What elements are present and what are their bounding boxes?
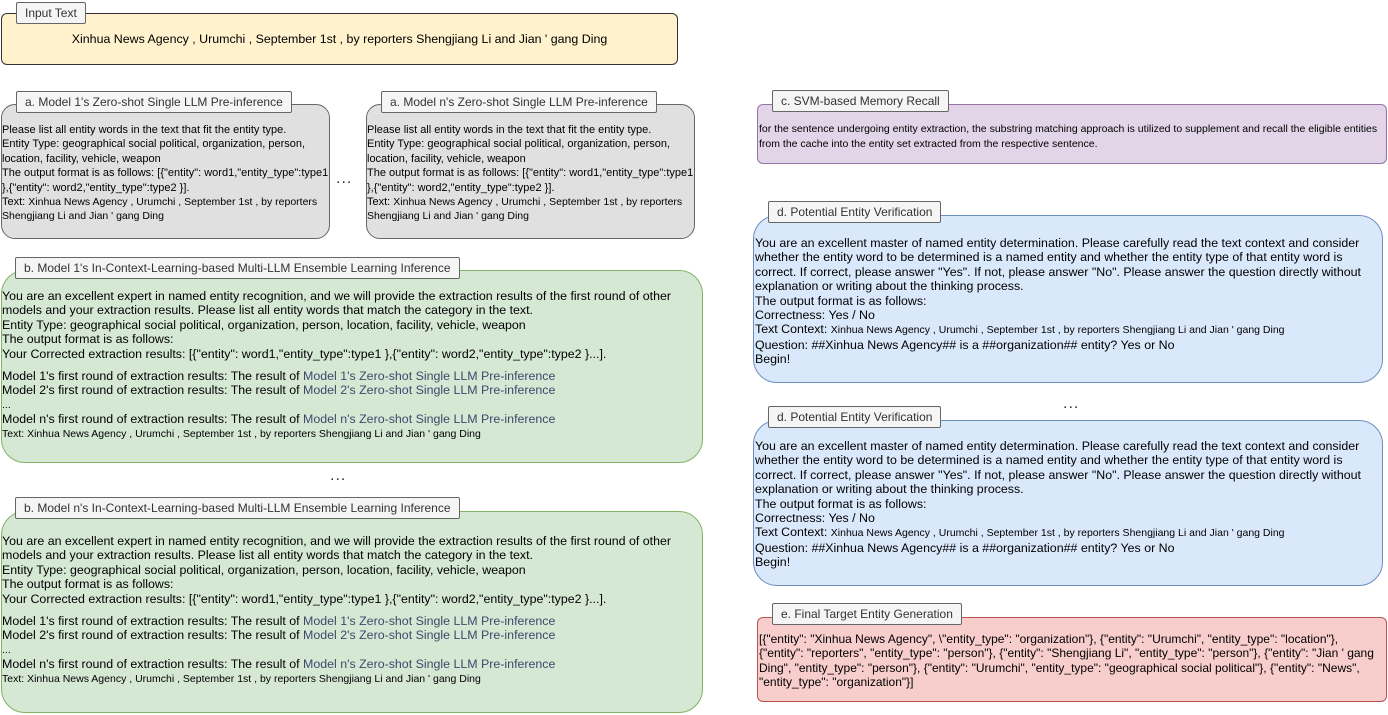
ensemble-model-1-content xyxy=(2,289,702,441)
ensn-result-n-ref: Model n's Zero-shot Single LLM Pre-inference xyxy=(303,657,556,672)
ens1-format-label: The output format is as follows: xyxy=(2,332,174,347)
ens1-format: Your Corrected extraction results: [{"entity": word1,"entity_type":type1 },{"entity": word2,"entity_type":type2 }...]. xyxy=(2,346,607,361)
ensemble-model-n-box xyxy=(1,511,703,713)
ellipsis-verification: ... xyxy=(1063,395,1080,412)
verify1-format-label: The output format is as follows: xyxy=(755,293,927,308)
final-entity-generation-text: [{"entity": "Xinhua News Agency", \"entity_type": "organization"}, {"entity": "Urumchi", "entity_type": "location"}, {"entity": "reporters", "entity_type": "person"}, {"entity": "Shengjiang Li", "entity_type": "person"}, {"entity": "Jian ' gang Ding", "entity_type": "person"}, {"entity": "Urumchi", "entity_type": "geographical social political"}, {"entity": "News", "entity_type": "organization"}] xyxy=(759,632,1374,690)
pren-line-1: Please list all entity words in the text that fit the entity type. xyxy=(367,124,652,136)
pre-inference-model-n-content xyxy=(367,123,694,224)
entity-verification-1-content xyxy=(755,236,1381,367)
verify2-format-label: The output format is as follows: xyxy=(755,496,927,511)
ensn-result-ellipsis: ... xyxy=(2,643,11,656)
input-text-tag: Input Text xyxy=(16,2,86,24)
final-entity-generation-box xyxy=(757,617,1387,702)
pre1-line-4 xyxy=(2,195,329,224)
ens1-result-2 xyxy=(2,383,702,397)
verify2-instruction: You are an excellent master of named entity determination. Please carefully read the text context and consider whether the entity word to be determined is a named entity and whether the entity type of that entity word is correct. If correct, please answer "Yes". If not, please answer "No". Please answer the question directly without explanation or writing about the thinking process. xyxy=(755,439,1361,497)
ensn-instruction: You are an excellent expert in named entity recognition, and we will provide the extraction results of the first round of other models and your extraction results. Please list all entity words that match the category in the text. xyxy=(2,534,672,563)
ens1-result-1-prefix: Model 1's first round of extraction results: The result of xyxy=(2,369,304,384)
svm-memory-recall-text: for the sentence undergoing entity extraction, the substring matching approach is utilized to supplement and recall the eligible entities from the cache into the entity set extracted from the respective sentence. xyxy=(759,123,1378,150)
ensemble-model-1-tag: b. Model 1's In-Context-Learning-based Multi-LLM Ensemble Learning Inference xyxy=(15,257,460,279)
verify2-context-value: Xinhua News Agency , Urumchi , September 1st , by reporters Shengjiang Li and Jian ' gang Ding xyxy=(830,527,1285,540)
input-text-box xyxy=(1,13,678,65)
ensn-result-2-ref: Model 2's Zero-shot Single LLM Pre-inference xyxy=(303,628,556,643)
ensn-result-1-prefix: Model 1's first round of extraction results: The result of xyxy=(2,614,304,629)
ensemble-model-1-box xyxy=(1,270,703,463)
ens1-result-n-prefix: Model n's first round of extraction results: The result of xyxy=(2,412,304,427)
ellipsis-ensemble: ... xyxy=(330,467,347,484)
pre1-line-3: The output format is as follows: [{"entity": word1,"entity_type":type1 },{"entity": word2,"entity_type":type2 }]. xyxy=(2,167,329,194)
ensemble-model-n-content xyxy=(2,534,702,686)
ensn-format: Your Corrected extraction results: [{"entity": word1,"entity_type":type1 },{"entity": word2,"entity_type":type2 }...]. xyxy=(2,591,607,606)
verify2-context xyxy=(755,525,1381,540)
verify2-question: Question: ##Xinhua News Agency## is a ##organization## entity? Yes or No xyxy=(755,540,1175,555)
ensn-text: Text: Xinhua News Agency , Urumchi , September 1st , by reporters Shengjiang Li and Jian ' gang Ding xyxy=(2,672,481,685)
ens1-text: Text: Xinhua News Agency , Urumchi , September 1st , by reporters Shengjiang Li and Jian ' gang Ding xyxy=(2,427,481,440)
pren-text-label: Text: xyxy=(367,196,394,209)
ens1-result-1 xyxy=(2,369,702,383)
entity-verification-2-tag: d. Potential Entity Verification xyxy=(768,406,941,428)
ensn-result-n-prefix: Model n's first round of extraction results: The result of xyxy=(2,657,304,672)
ens1-result-2-ref: Model 2's Zero-shot Single LLM Pre-inference xyxy=(303,383,556,398)
pre-inference-model-1-box xyxy=(1,104,330,239)
verify1-context xyxy=(755,322,1381,337)
ens1-result-2-prefix: Model 2's first round of extraction results: The result of xyxy=(2,383,304,398)
verify2-begin: Begin! xyxy=(755,555,791,570)
ens1-entity-type: Entity Type: geographical social political, organization, person, location, facility, vehicle, weapon xyxy=(2,317,526,332)
verify2-context-label: Text Context: xyxy=(755,525,831,540)
pre-inference-model-1-content xyxy=(2,123,329,224)
svm-memory-recall-tag: c. SVM-based Memory Recall xyxy=(772,90,949,112)
verify1-context-label: Text Context: xyxy=(755,322,831,337)
pre-inference-model-1-tag: a. Model 1's Zero-shot Single LLM Pre-inference xyxy=(16,91,292,113)
ens1-result-ellipsis: ... xyxy=(2,398,11,411)
final-entity-generation-tag: e. Final Target Entity Generation xyxy=(772,603,962,625)
ensn-format-label: The output format is as follows: xyxy=(2,577,174,592)
ens1-result-1-ref: Model 1's Zero-shot Single LLM Pre-inference xyxy=(303,369,556,384)
verify1-context-value: Xinhua News Agency , Urumchi , September 1st , by reporters Shengjiang Li and Jian ' gang Ding xyxy=(830,324,1285,337)
pren-line-4 xyxy=(367,195,694,224)
pre1-text-label: Text: xyxy=(2,196,29,209)
ensn-result-n xyxy=(2,657,702,671)
entity-verification-1-tag: d. Potential Entity Verification xyxy=(768,201,941,223)
ensn-result-2-prefix: Model 2's first round of extraction results: The result of xyxy=(2,628,304,643)
ellipsis-pre-inference: ... xyxy=(336,170,353,187)
ensemble-model-n-tag: b. Model n's In-Context-Learning-based Multi-LLM Ensemble Learning Inference xyxy=(15,497,460,519)
ens1-result-n-ref: Model n's Zero-shot Single LLM Pre-inference xyxy=(303,412,556,427)
pre-inference-model-n-tag: a. Model n's Zero-shot Single LLM Pre-inference xyxy=(381,91,657,113)
pre1-line-1: Please list all entity words in the text that fit the entity type. xyxy=(2,124,287,136)
ensn-result-1-ref: Model 1's Zero-shot Single LLM Pre-inference xyxy=(303,614,556,629)
pren-line-2: Entity Type: geographical social political, organization, person, location, facility, vehicle, weapon xyxy=(367,138,671,165)
pre1-text-value: Xinhua News Agency , Urumchi , September 1st , by reporters Shengjiang Li and Jian ' gang Ding xyxy=(2,196,318,223)
pren-line-3: The output format is as follows: [{"entity": word1,"entity_type":type1 },{"entity": word2,"entity_type":type2 }]. xyxy=(367,167,694,194)
ens1-result-n xyxy=(2,412,702,426)
entity-verification-2-box xyxy=(753,420,1383,586)
ensn-entity-type: Entity Type: geographical social political, organization, person, location, facility, vehicle, weapon xyxy=(2,562,526,577)
pre-inference-model-n-box xyxy=(366,104,695,239)
ensn-result-1 xyxy=(2,614,702,628)
verify2-correctness: Correctness: Yes / No xyxy=(755,511,875,526)
verify1-instruction: You are an excellent master of named entity determination. Please carefully read the text context and consider whether the entity word to be determined is a named entity and whether the entity type of that entity word is correct. If correct, please answer "Yes". If not, please answer "No". Please answer the question directly without explanation or writing about the thinking process. xyxy=(755,236,1361,294)
svm-memory-recall-box xyxy=(757,104,1387,164)
entity-verification-1-box xyxy=(753,215,1383,383)
pre1-line-2: Entity Type: geographical social political, organization, person, location, facility, vehicle, weapon xyxy=(2,138,306,165)
entity-verification-2-content xyxy=(755,439,1381,570)
verify1-question: Question: ##Xinhua News Agency## is a ##organization## entity? Yes or No xyxy=(755,337,1175,352)
ensn-result-2 xyxy=(2,628,702,642)
ens1-instruction: You are an excellent expert in named entity recognition, and we will provide the extraction results of the first round of other models and your extraction results. Please list all entity words that match the category in the text. xyxy=(2,289,672,318)
verify1-correctness: Correctness: Yes / No xyxy=(755,308,875,323)
input-text: Xinhua News Agency , Urumchi , September 1st , by reporters Shengjiang Li and Jian ' gang Ding xyxy=(71,32,608,46)
pren-text-value: Xinhua News Agency , Urumchi , September 1st , by reporters Shengjiang Li and Jian ' gang Ding xyxy=(367,196,683,223)
verify1-begin: Begin! xyxy=(755,352,791,367)
